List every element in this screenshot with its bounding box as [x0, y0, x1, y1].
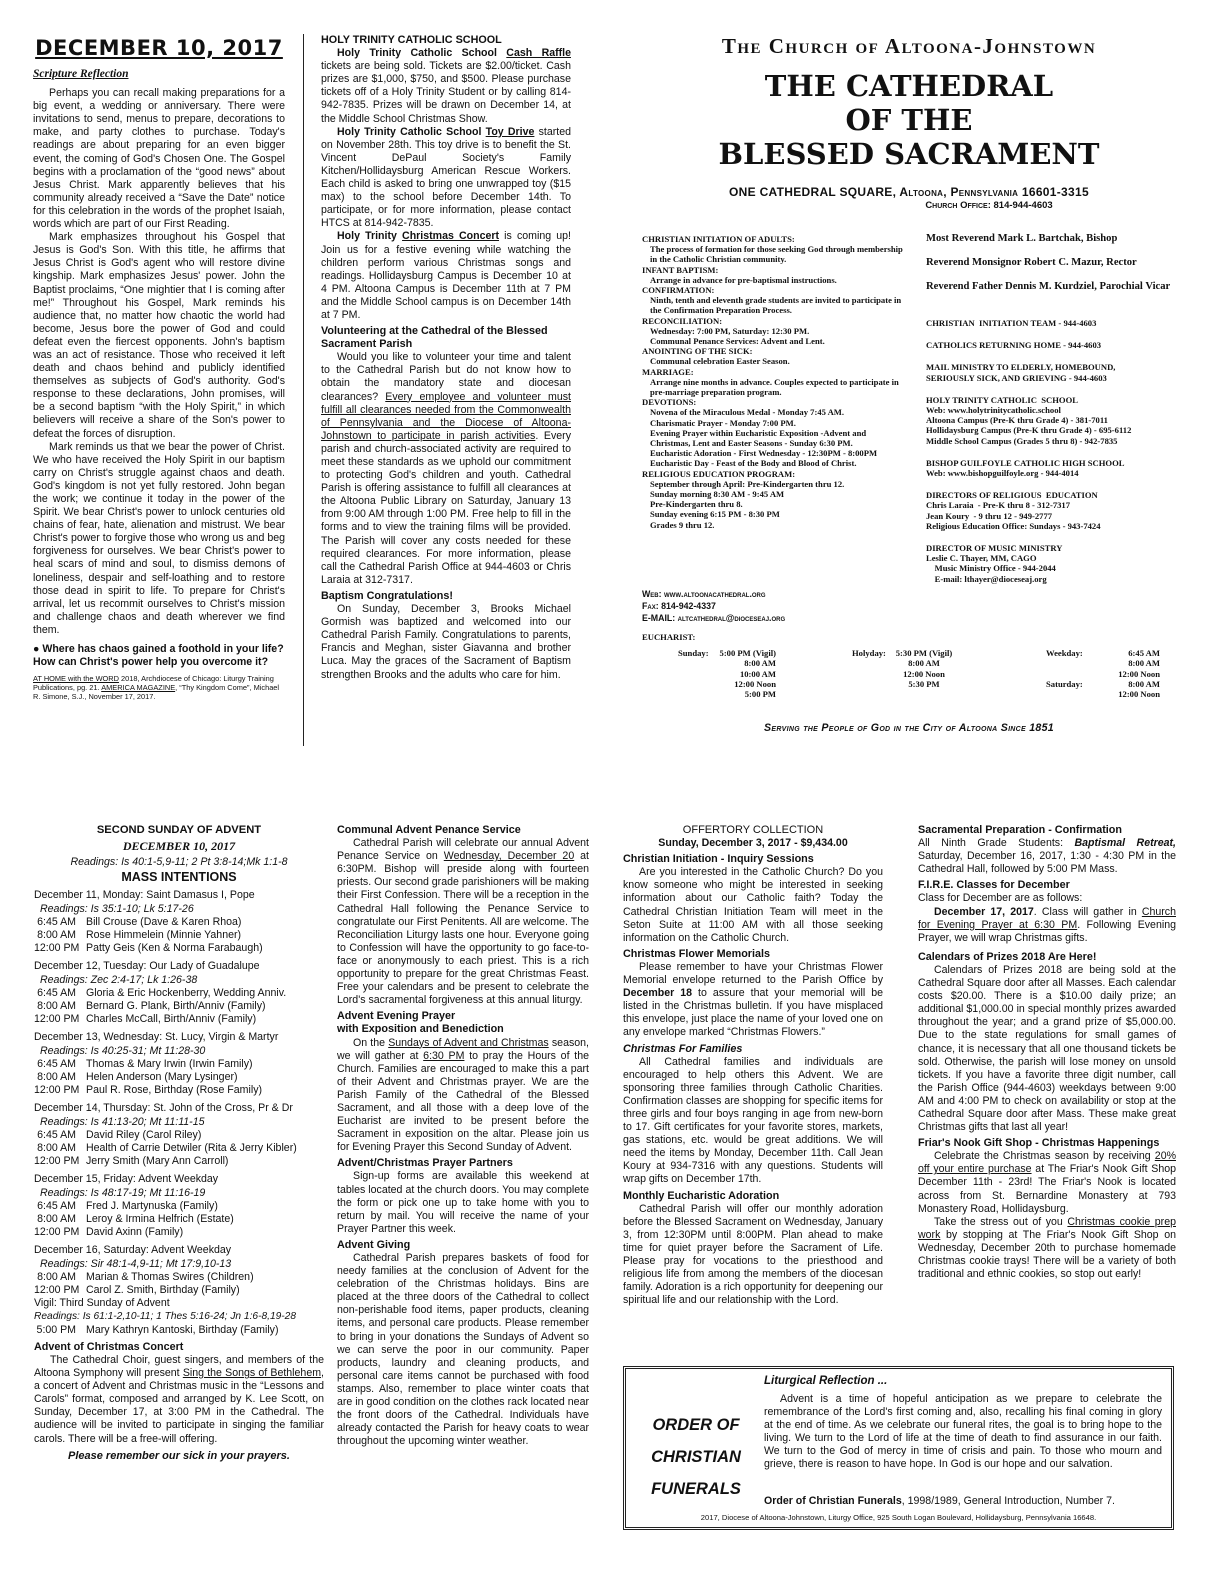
- mass-intention: Mary Kathryn Kantoski, Birthday (Family): [86, 1323, 279, 1336]
- directory-line: Hollidaysburg Campus (Pre-K thru Grade 4) - 695-6112: [926, 425, 1132, 436]
- vigil-readings: Readings: Is 61:1-2,10-11; 1 Thes 5:16-24; Jn 1:6-8,19-28: [34, 1311, 297, 1323]
- families-text: All Cathedral families and individuals are encouraged to help others this Advent. We are sponsoring three families through Catholic Charities. Confirmation classes are shopping for specific items for three girls and four boys ranging in age from new-born to 17. Gift certificates for your favorite stores, markets, gas stations, etc. would be great additions. We will need the items by Monday, December 11th. Call Jean Koury at 934-7316 with any questions. Students will wrap gifts on December 17th.: [623, 1055, 883, 1186]
- mass-intention-row: [34, 1142, 324, 1155]
- directory-line: SERIOUSLY SICK, AND GRIEVING - 944-4603: [926, 372, 1107, 383]
- mass-intention: Thomas & Mary Irwin (Irwin Family): [86, 1057, 253, 1070]
- friars-nook-heading: Friar's Nook Gift Shop - Christmas Happenings: [918, 1137, 1160, 1150]
- holyday-times: [882, 648, 966, 689]
- volunteer-heading: Volunteering at the Cathedral of the Blessed Sacrament Parish: [321, 325, 548, 351]
- evening-prayer-text: On the Sundays of Advent and Christmas season, we will gather at 6:30 PM to pray the Hours of the Church. Families are encouraged to make this a part of their Advent and Christmas prayer. We are the Parish Family of the Cathedral of the Blessed Sacrament, and all those with a deep love of the Eucharist are invited to be present before the Sacrament in exposition on the altar. Please join us for Evening Prayer this Second Sunday of Advent.: [337, 1036, 590, 1154]
- web-link[interactable]: Web: www.altoonacathedral.org: [642, 589, 766, 599]
- directory-line: Religious Education Office: Sundays - 943-7424: [926, 520, 1101, 531]
- directory-line: BISHOP GUILFOYLE CATHOLIC HIGH SCHOOL: [926, 457, 1125, 468]
- sacrament-heading: CHRISTIAN INITIATION OF ADULTS:: [642, 234, 795, 244]
- mass-time: 8:00 AM: [37, 1142, 76, 1155]
- mass-intention: Leroy & Irmina Helfrich (Estate): [86, 1213, 234, 1226]
- confirmation-column: [918, 824, 1176, 1281]
- directory-line: DIRECTOR OF MUSIC MINISTRY: [926, 543, 1063, 554]
- mass-day-title: December 11, Monday: Saint Damasus I, Pope: [34, 889, 255, 902]
- mass-intention-row: [34, 1084, 324, 1097]
- concert-text: The Cathedral Choir, guest singers, and members of the Altoona Symphony will present Sing the Songs of Bethlehem, a concert of Advent and Christmas music in the “Lessons and Carols” format, composed and arranged by K. Lee Scott, on Sunday, December 17, at 3:00 PM in the Cathedral. The audience will be invited to participate in singing the familiar carols. There will be a free-will offering.: [34, 1353, 324, 1445]
- sacrament-heading: ANOINTING OF THE SICK:: [642, 346, 753, 357]
- calendar-heading: Calendars of Prizes 2018 Are Here!: [918, 950, 1097, 963]
- school-column: [321, 34, 571, 682]
- penance-heading: Communal Advent Penance Service: [337, 824, 521, 836]
- mass-intention-row: [34, 1000, 324, 1013]
- sacrament-detail: Arrange in advance for pre-baptismal instructions.: [650, 274, 837, 285]
- sunday-label: Sunday:: [678, 648, 709, 659]
- prayer-partners-heading: Advent/Christmas Prayer Partners: [337, 1157, 513, 1170]
- mass-intention-row: [34, 1213, 324, 1226]
- mass-time: 6:45 AM: [1128, 648, 1160, 659]
- offertory-column: [623, 824, 883, 1307]
- liturgical-heading: Liturgical Reflection ...: [764, 1375, 888, 1387]
- directory-entry: [926, 543, 1194, 584]
- sacrament-heading: MARRIAGE:: [642, 366, 694, 377]
- mass-intention: Rose Himmelein (Minnie Yahner): [86, 928, 242, 941]
- mass-intention: Fred J. Martynuska (Family): [86, 1199, 218, 1212]
- mass-time: 8:00 AM: [37, 1213, 76, 1226]
- sacrament-detail: The process of formation for those seeking God through membership in the Catholic Christian community.: [650, 244, 903, 265]
- directory-entry: [926, 318, 1194, 328]
- mass-time: 12:00 PM: [34, 1284, 80, 1297]
- fax-number: Fax: 814-942-4337: [642, 601, 716, 611]
- office-phone: Church Office: 814-944-4603: [925, 200, 1053, 211]
- mass-time: 6:45 AM: [37, 986, 76, 999]
- sacrament-heading: DEVOTIONS:: [642, 397, 697, 408]
- sacrament-detail: Novena of the Miraculous Medal - Monday 7:45 AM. Charismatic Prayer - Monday 7:00 PM. Evening Prayer within Eucharistic Exposition -Advent and Christmas, Lent and Easter Seasons - Sunday 6:30 PM. Eucharistic Adoration - First Wednesday - 12:30PM - 8:00PM Eucharistic Day - Feast of the Body and Blood of Christ.: [650, 407, 878, 469]
- fire-intro: Class for December are as follows:: [918, 892, 1083, 905]
- clergy-block: [926, 232, 1188, 304]
- sunday-readings: Readings: Is 40:1-5,9-11; 2 Pt 3:8-14;Mk 1:1-8: [70, 856, 288, 869]
- sacrament-detail: September through April: Pre-Kindergarten thru 12. Sunday morning 8:30 AM - 9:45 AM Pre-Kindergarten thru 8. Sunday evening 6:15 PM - 8:30 PM Grades 9 thru 12.: [650, 478, 845, 530]
- church-name: The Church of Altoona-Johnstown: [721, 34, 1097, 58]
- mass-intention: Bill Crouse (Dave & Karen Rhoa): [86, 915, 242, 928]
- reflection-paragraph: Mark reminds us that we bear the power of Christ. We who have received the Holy Spirit in our baptism carry on Christ's struggle against chaos and death. God's kingdom is not yet fully restored. John began the work; we continue it today in the power of the Spirit. We bear Christ's power to unlock centuries old chains of fear, hate, alienation and mistrust. We bear Christ's power to forgive those who wrong us and beg forgiveness for ourselves. We bear Christ's power to heal scars of mind and soul, to dismiss demons of loneliness, despair and self-loathing and to restore those dead in spirit to life. To prepare for Christ's arrival, let us recommit ourselves to Christ's mission and challenge chaos and death wherever we find them.: [33, 440, 285, 636]
- mass-day: [34, 960, 324, 1026]
- mass-day-readings: Readings: Sir 48:1-4,9-11; Mt 17:9,10-13: [40, 1257, 232, 1270]
- serving-banner: Serving the People of God in the City of Altoona Since 1851: [763, 722, 1054, 734]
- mass-intention-row: [34, 1071, 324, 1084]
- sacrament-heading: RELIGIOUS EDUCATION PROGRAM:: [642, 468, 796, 479]
- clergy-name: Reverend Father Dennis M. Kurdziel, Parochial Vicar: [926, 281, 1171, 292]
- directory-line: Web: www.bishopguilfoyle.org - 944-4014: [926, 468, 1079, 479]
- sacrament-heading: INFANT BAPTISM:: [642, 264, 719, 275]
- evening-prayer-subheading: with Exposition and Benediction: [337, 1023, 504, 1036]
- evening-prayer-heading: Advent Evening Prayer: [337, 1010, 456, 1023]
- mass-intention: David Riley (Carol Riley): [86, 1128, 202, 1141]
- fire-heading: F.I.R.E. Classes for December: [918, 879, 1070, 892]
- mass-day: [34, 889, 324, 955]
- liturgical-text: Advent is a time of hopeful anticipation as we prepare to celebrate the remembrance of the Lord's first coming and, also, recalling his final coming in glory at the end of time. As we celebrate our funeral rites, the goal is to bring hope to the living. We turn to the Lord of life at the time of death to find assurance in our faith. We turn to the God of mercy in time of crisis and pain. To those who mourn and grieve, there is reason to have hope. In God is our hope and our salvation.: [764, 1393, 1162, 1471]
- mass-day-title: December 15, Friday: Advent Weekday: [34, 1173, 219, 1186]
- mass-day-readings: Readings: Is 48:17-19; Mt 11:16-19: [40, 1186, 206, 1199]
- mass-intention-row: [34, 1324, 324, 1337]
- mass-intention-row: [34, 916, 324, 929]
- email-link[interactable]: E-MAIL: altcathedral@dioceseaj.org: [642, 613, 786, 623]
- mass-intention-row: [34, 1155, 324, 1168]
- directory-line: Chris Laraia - Pre-K thru 8 - 312-7317: [926, 500, 1071, 511]
- mass-time: 5:00 PM: [744, 689, 776, 700]
- scripture-column: [33, 36, 285, 701]
- directory-block: [926, 318, 1194, 596]
- directory-line: Altoona Campus (Pre-K thru Grade 4) - 381-7011: [926, 415, 1108, 426]
- sacraments-list: [642, 234, 904, 530]
- adoration-text: Cathedral Parish will offer our monthly adoration before the Blessed Sacrament on Wednesday, January 3, from 12:30PM until 8:00PM. Plan ahead to make time for quiet prayer before the Sacrament of Life. Please pray for vocations to the priesthood and religious life from among the members of the diocesan family. Adoration is a rich opportunity for deepening our spiritual life and our relationship with the Lord.: [623, 1202, 883, 1307]
- sacrament-detail: Ninth, tenth and eleventh grade students are invited to participate in the Confirmation Preparation Process.: [650, 295, 902, 316]
- directory-line: Leslie C. Thayer, MM, CAGO: [926, 553, 1037, 564]
- mass-day-readings: Readings: Is 40:25-31; Mt 11:28-30: [40, 1044, 206, 1057]
- directory-entry: [926, 490, 1194, 531]
- mass-time: 12:00 PM: [34, 1155, 80, 1168]
- mass-time: 12:00 PM: [34, 1013, 80, 1026]
- mass-time: 5:00 PM: [36, 1323, 76, 1336]
- weekday-times: [1090, 648, 1160, 679]
- mass-day-title: December 16, Saturday: Advent Weekday: [34, 1244, 232, 1257]
- weekday-label: Weekday:: [1046, 648, 1083, 659]
- mass-intention-row: [34, 929, 324, 942]
- friars-nook-text: Celebrate the Christmas season by receiving 20% off your entire purchase at The Friar's Nook Gift Shop December 11th - 23rd! The Friar's Nook is located across from St. Bernardine Monastery at 793 Monastery Road, Hollidaysburg.: [918, 1150, 1177, 1215]
- baptism-heading: Baptism Congratulations!: [321, 589, 453, 602]
- mass-intention: Paul R. Rose, Birthday (Rose Family): [86, 1084, 263, 1097]
- mass-intention: Bernard G. Plank, Birth/Anniv (Family): [86, 1000, 266, 1012]
- offertory-heading: OFFERTORY COLLECTION: [682, 824, 824, 836]
- mass-day-readings: Readings: Zec 2:4-17; Lk 1:26-38: [40, 973, 198, 986]
- mass-intention-row: [34, 987, 324, 1000]
- directory-entry: [926, 362, 1194, 382]
- mass-time: 12:00 Noon: [903, 668, 945, 679]
- liturgical-source: Order of Christian Funerals, 1998/1989, General Introduction, Number 7.: [764, 1495, 1115, 1507]
- address: ONE CATHEDRAL SQUARE, Altoona, Pennsylvania 16601-3315: [729, 185, 1089, 199]
- bulletin-date: DECEMBER 10, 2017: [35, 36, 283, 60]
- offertory-value: Sunday, December 3, 2017 - $9,434.00: [658, 837, 848, 850]
- mass-time: 8:00 AM: [1128, 679, 1160, 690]
- mass-time: 8:00 AM: [744, 658, 776, 669]
- mass-day: [34, 1173, 324, 1239]
- mass-intention: Gloria & Eric Hockenberry, Wedding Anniv.: [86, 986, 287, 999]
- clergy-name: Most Reverend Mark L. Bartchak, Bishop: [926, 233, 1118, 244]
- mass-intention: Jerry Smith (Mary Ann Carroll): [86, 1155, 229, 1168]
- ocf-side-title: ORDER OF CHRISTIAN FUNERALS: [651, 1416, 741, 1498]
- mass-time: 8:00 AM: [37, 1000, 76, 1012]
- mass-intention-row: [34, 1058, 324, 1071]
- mass-time: 12:00 PM: [34, 1084, 80, 1097]
- mass-time: 12:00 Noon: [734, 678, 776, 689]
- families-heading: Christmas For Families: [623, 1042, 743, 1055]
- sunday-date: DECEMBER 10, 2017: [122, 839, 236, 854]
- holyday-label: Holyday:: [852, 648, 886, 659]
- sacrament-detail: Communal celebration Easter Season.: [650, 356, 790, 367]
- cathedral-title-line3: BLESSED SACRAMENT: [718, 137, 1100, 171]
- mass-intention: Helen Anderson (Mary Lysinger): [86, 1071, 238, 1084]
- mass-time: 6:45 AM: [37, 915, 76, 928]
- mass-intention: Marian & Thomas Swires (Children): [86, 1270, 254, 1283]
- directory-line: CATHOLICS RETURNING HOME - 944-4603: [926, 340, 1102, 351]
- mass-day: [34, 1031, 324, 1097]
- directory-line: Web: www.holytrinitycatholic.school: [926, 405, 1061, 416]
- mass-intentions-column: [34, 824, 324, 1463]
- saturday-label: Saturday:: [1046, 679, 1083, 690]
- column-divider: [303, 34, 304, 746]
- mass-intention-row: [34, 1226, 324, 1239]
- mass-time: 12:00 Noon: [1118, 668, 1160, 679]
- mass-time: 8:00 AM: [908, 658, 940, 669]
- calendar-text: Calendars of Prizes 2018 are being sold at the Cathedral Square door after all Masses. Each calendar costs $20.00. There is a $10.00 daily prize; an additional $1,000.00 in special monthly prizes awarded throughout the year; and a grand prize of $5,000.00. Due to the state regulations for small games of chance, it is necessary that all one thousand tickets be sold. Otherwise, the parish will lose money on unsold tickets. If you have a favorite three digit number, call the Parish Office (944-4603) weekdays between 9:00 AM and 4:00 PM to check on availability or stop at the Cathedral Square door after Mass. These make great Christmas gifts that last all year!: [918, 963, 1176, 1134]
- sunday-heading: SECOND SUNDAY OF ADVENT: [96, 824, 262, 836]
- mass-time: 8:00 AM: [1128, 658, 1160, 669]
- directory-line: E-mail: lthayer@dioceseaj.org: [926, 573, 1047, 584]
- mass-time: 6:45 AM: [37, 1128, 76, 1141]
- scripture-body: [33, 87, 285, 637]
- adoration-heading: Monthly Eucharistic Adoration: [623, 1189, 780, 1202]
- mass-day-readings: Readings: Is 41:13-20; Mt 11:11-15: [40, 1115, 205, 1128]
- mass-day-title: December 13, Wednesday: St. Lucy, Virgin & Martyr: [34, 1031, 279, 1044]
- directory-line: Music Ministry Office - 944-2044: [926, 563, 1056, 574]
- mass-time: 10:00 AM: [739, 668, 776, 679]
- eucharist-heading: EUCHARIST:: [642, 632, 696, 642]
- mass-intention-row: [34, 1129, 324, 1142]
- mass-time: 5:00 PM (Vigil): [719, 648, 776, 659]
- mass-intention: Charles McCall, Birth/Anniv (Family): [86, 1013, 257, 1026]
- fire-text: December 17, 2017. Class will gather in Church for Evening Prayer at 6:30 PM. Following Evening Prayer, we will wrap Christmas gifts.: [918, 905, 1176, 944]
- concert-heading: Advent of Christmas Concert: [34, 1340, 184, 1353]
- mass-day: [34, 1244, 324, 1336]
- eucharist-schedule: [642, 632, 1198, 708]
- mass-time: 5:30 PM: [908, 678, 940, 689]
- mass-intention-row: [34, 1200, 324, 1213]
- mass-time: 12:00 Noon: [1118, 689, 1160, 700]
- mass-intention-row: [34, 1271, 324, 1284]
- advent-giving-text: Cathedral Parish prepares baskets of food for needy families at the conclusion of Advent for the celebration of the Christmas holidays. Bins are placed at the three doors of the Cathedral to collect non-perishable food items, paper products, cleaning items, and personal care products. Please remember to bring in your donations the Sundays of Advent so we can serve the poor in our community. Paper products, laundry and cleaning products, and personal care items cannot be purchased with food stamps. Also, remember to place winter coats that are in good condition on the clothes rack located near the front doors of the Cathedral. Individuals have already contacted the Parish for heavy coats to wear throughout the upcoming winter weather.: [337, 1252, 589, 1448]
- mass-time: 8:00 AM: [37, 1071, 76, 1084]
- mass-intention: Health of Carrie Detwiler (Rita & Jerry Kibler): [86, 1142, 297, 1155]
- sacrament-heading: RECONCILIATION:: [642, 315, 723, 326]
- sunday-times: [716, 648, 776, 699]
- saturday-times: [1090, 679, 1160, 699]
- school-heading: HOLY TRINITY CATHOLIC SCHOOL: [321, 34, 502, 46]
- reflection-question: ● Where has chaos gained a foothold in your life? How can Christ's power help you overcome it?: [33, 643, 284, 669]
- mass-intention: Patty Geis (Ken & Norma Farabaugh): [86, 942, 263, 955]
- sacrament-detail: Arrange nine months in advance. Couples expected to participate in pre-marriage preparation program.: [650, 376, 899, 398]
- sick-reminder: Please remember our sick in your prayers.: [68, 1449, 290, 1462]
- reflection-paragraph: Mark emphasizes throughout his Gospel that Jesus is God's Son. With this title, he affirms that Jesus Christ is God's agent who will restore divine kingship. Mark emphasizes Jesus' power. John the Baptist proclaims, “One mightier that I is coming after me!” Throughout his Gospel, Mark reminds his audience that, no matter how chaotic the world had become, Jesus bore the power of God and could defeat even the fiercest opponents. John's baptism was an act of resistance. Those who received it left death and chaos behind and publicly identified themselves as subjects of God's authority. God's response to these declarations, John promises, will be a second baptism “with the Holy Spirit,” in which believers will receive a share of the Son's power to defeat the forces of disruption.: [33, 231, 285, 440]
- mass-intention: David Axinn (Family): [86, 1226, 184, 1239]
- directory-line: Jean Koury - 9 thru 12 - 949-2777: [926, 510, 1053, 521]
- sacrament-heading: CONFIRMATION:: [642, 285, 715, 296]
- penance-text: Cathedral Parish will celebrate our annual Advent Penance Service on Wednesday, December 20 at 6:30PM. Bishop will preside along with fourteen priests. Our second grade parishioners will be making their First Confession. There will be a reception in the Cathedral Hall following the Penance Service to congratulate our First Penitents. All are welcome. The Reconciliation Liturgy lasts one hour. Everyone going to Confession will have the opportunity to go face-to-face or anonymously to each priest. This is a rich opportunity to prepare for the great Christmas Feast. Free your calendars and be present to celebrate the Lord's sacramental forgiveness at this annual liturgy.: [337, 837, 590, 1007]
- mass-intention-row: [34, 1013, 324, 1026]
- baptism-text: On Sunday, December 3, Brooks Michael Gormish was baptized and welcomed into our Cathedral Parish Family. Congratulations to parents, Francis and Meghan, sister Giavanna and brother Luca. May the graces of the Sacrament of Baptism strengthen Brooks and the adults who care for him.: [321, 603, 571, 681]
- mass-time: 8:00 AM: [37, 1270, 76, 1283]
- directory-line: HOLY TRINITY CATHOLIC SCHOOL: [926, 394, 1079, 405]
- directory-line: Middle School Campus (Grades 5 thru 8) - 942-7835: [926, 435, 1118, 446]
- reflection-paragraph: Perhaps you can recall making preparations for a big event, a wedding or anniversary. There were invitations to send, menus to prepare, decorations to make, and party clothes to purchase. Today's readings are about preparing for an even bigger event, the coming of God's Chosen One. The Gospel begins with a proclamation of the “good news” about Jesus Christ. Mark apparently believes that his community already received a “Save the Date” notice for this celebration in the words of the prophet Isaiah, words which are part of our First Reading.: [33, 87, 285, 231]
- mass-time: 12:00 PM: [34, 942, 80, 955]
- mass-day-title: December 12, Tuesday: Our Lady of Guadalupe: [34, 960, 260, 973]
- mass-day-title: December 14, Thursday: St. John of the Cross, Pr & Dr: [34, 1102, 293, 1115]
- cathedral-title-line2: OF THE: [845, 103, 973, 137]
- mass-intentions-heading: MASS INTENTIONS: [121, 870, 237, 885]
- mass-day: [34, 1102, 324, 1168]
- mass-time: 8:00 AM: [37, 928, 76, 941]
- mass-intention: Carol Z. Smith, Birthday (Family): [86, 1284, 240, 1297]
- vigil-title: Vigil: Third Sunday of Advent: [34, 1297, 170, 1310]
- directory-entry: [926, 340, 1194, 350]
- cathedral-title-line1: THE CATHEDRAL: [764, 69, 1054, 103]
- mass-day-readings: Readings: Is 35:1-10; Lk 5:17-26: [40, 902, 194, 915]
- mass-time: 5:30 PM (Vigil): [895, 648, 953, 659]
- directory-entry: [926, 395, 1194, 446]
- confirmation-heading: Sacramental Preparation - Confirmation: [918, 824, 1122, 836]
- directory-line: DIRECTORS OF RELIGIOUS EDUCATION: [926, 490, 1098, 501]
- scripture-reflection-title: Scripture Reflection: [33, 68, 129, 80]
- mass-time: 12:00 PM: [34, 1226, 80, 1239]
- inquiry-text: Are you interested in the Catholic Church? Do you know someone who might be interested in seeking information about our Catholic faith? Today the Cathedral Christian Initiation Team will meet in the Seton Suite at 11:00 AM with all those seeking information on the Catholic Church.: [623, 866, 883, 944]
- clergy-name: Reverend Monsignor Robert C. Mazur, Rector: [926, 257, 1137, 268]
- directory-line: CHRISTIAN INITIATION TEAM - 944-4603: [926, 318, 1097, 328]
- directory-line: MAIL MINISTRY TO ELDERLY, HOMEBOUND,: [926, 362, 1116, 373]
- confirmation-text: All Ninth Grade Students: Baptismal Retreat, Saturday, December 16, 2017, 1:30 - 4:30 PM in the Cathedral Hall, followed by 5:00 PM Mass.: [918, 837, 1176, 876]
- directory-entry: [926, 458, 1194, 478]
- masthead: [620, 34, 1198, 211]
- inquiry-heading: Christian Initiation - Inquiry Sessions: [623, 853, 814, 866]
- sacrament-detail: Wednesday: 7:00 PM, Saturday: 12:30 PM. Communal Penance Services: Advent and Lent.: [650, 325, 825, 347]
- mass-intention-row: [34, 942, 324, 955]
- flower-text: Please remember to have your Christmas Flower Memorial envelope returned to the Parish Office by December 18 to assure that your memorial will be listed in the Christmas bulletin. If you have misplaced this envelope, just place the name of your loved one on any envelope marked “Christmas Flowers.”: [623, 960, 883, 1039]
- liturgical-footer: 2017, Diocese of Altoona-Johnstown, Liturgy Office, 925 South Logan Boulevard, Hollidaysburg, Pennsylvania 16648.: [700, 1513, 1097, 1522]
- cash-raffle-text: Holy Trinity Catholic School Cash Raffle tickets are being sold. Tickets are $2.00/ticket. Cash prizes are $1,000, $750, and $500. Please purchase tickets off of a Holy Trinity Student or by calling 814-942-7835. Prizes will be drawn on December 14, at the Middle School Christmas Show.: [321, 47, 571, 125]
- citation: AT HOME with the WORD 2018, Archdiocese of Chicago: Liturgy Training Publications, pg. 21. AMERICA MAGAZINE, “Thy Kingdom Come”, Michael R. Simone, S.J., November 17, 2017.: [33, 674, 280, 702]
- mass-intention-row: [34, 1284, 324, 1297]
- mass-time: 6:45 AM: [37, 1057, 76, 1070]
- cookie-text: Take the stress out of you Christmas cookie prep work by stopping at The Friar's Nook Gift Shop on Wednesday, December 20th to purchase homemade Christmas cookie trays! There will be a variety of both traditional and ethnic cookies, so stop out early!: [918, 1215, 1176, 1281]
- mass-intentions-list: [34, 889, 324, 1337]
- advent-column: [337, 824, 589, 1448]
- concert-text: Holy Trinity Christmas Concert is coming up! Join us for a festive evening while watching the children perform various Christmas songs and readings. Hollidaysburg Campus is December 10 at 4 PM. Altoona Campus is December 11th at 7 PM and the Middle School campus is on December 14th at 7 PM.: [321, 230, 571, 321]
- prayer-partners-text: Sign-up forms are available this weekend at tables located at the church doors. You may complete the form or pick one up to take home with you to return by mail. You will receive the name of your Prayer Partner this week.: [337, 1170, 589, 1235]
- mass-time: 6:45 AM: [37, 1199, 76, 1212]
- toy-drive-text: Holy Trinity Catholic School Toy Drive started on November 28th. This toy drive is to benefit the St. Vincent DePaul Society's Family Kitchen/Hollidaysburg American Rescue Workers. Each child is asked to bring one unwrapped toy ($15 max) to the school before December 14th. To participate, or for more information, please contact HTCS at 814-942-7835.: [321, 125, 571, 230]
- liturgical-reflection-box: [623, 1366, 1174, 1530]
- advent-giving-heading: Advent Giving: [337, 1238, 411, 1251]
- volunteer-text: Would you like to volunteer your time and talent to the Cathedral Parish but do not know how to obtain the mandatory state and diocesan clearances? Every employee and volunteer must fulfill all clearances needed from the Commonwealth of Pennsylvania and the Diocese of Altoona-Johnstown to participate in parish activities. Every parish and church-associated activity are required to meet these standards as we uphold our commitment to protecting God's children and youth. Cathedral Parish is offering assistance to fulfill all clearances at the Altoona Public Library on Saturday, January 13 from 9:00 AM through 1:00 PM. Free help to fill in the forms and to view the training films will be provided. The Parish will cover any costs needed for these required clearances. For more information, please call the Cathedral Parish Office at 944-4603 or Chris Laraia at 312-7317.: [321, 351, 572, 586]
- flower-heading: Christmas Flower Memorials: [623, 947, 771, 960]
- contact-block: [642, 588, 904, 624]
